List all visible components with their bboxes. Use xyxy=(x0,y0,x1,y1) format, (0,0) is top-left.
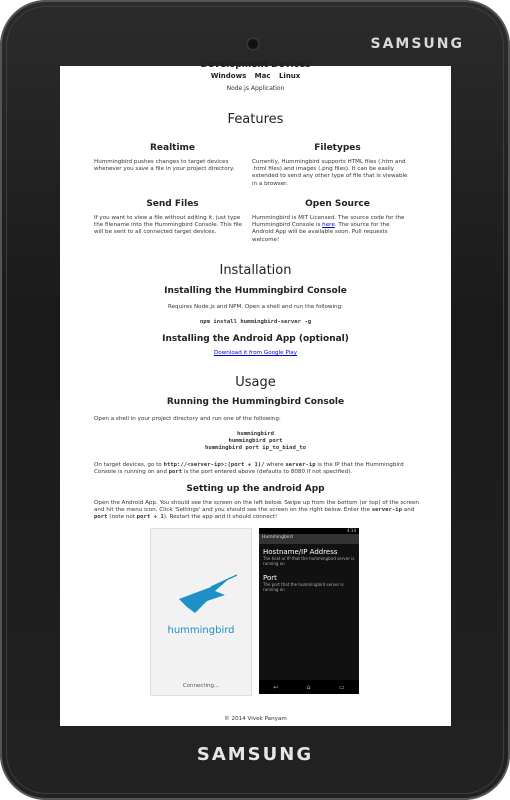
sendfiles-text: If you want to view a file without editing it, just type the filename into the Hummingbird Console. This file will be sent to all connected target devices. xyxy=(94,215,242,236)
install-android-heading: Installing the Android App (optional) xyxy=(162,334,349,344)
installation-heading: Installation xyxy=(219,263,292,278)
run-cmd-2: hummingbird port xyxy=(228,438,283,444)
run-cmd-3: hummingbird port ip_to_bind_to xyxy=(204,445,307,451)
features-heading: Features xyxy=(227,112,284,127)
realtime-text: Hummingbird pushes changes to target devices whenever you save a file in your project directory. xyxy=(94,159,235,173)
hostname-setting-title: Hostname/IP Address xyxy=(263,548,338,556)
app-settings-screenshot xyxy=(259,528,359,694)
app-action-bar: Hummingbird xyxy=(259,534,359,544)
google-play-link[interactable]: Download it from Google Play xyxy=(213,350,298,356)
footer-copyright: © 2014 Vivek Panyam xyxy=(224,716,287,722)
android-setup-text: Open the Android App. You should see the screen on the left below. Swipe up from the bottom (or top) of the screen and hit the menu icon. Click 'Settings' and you should see the screen on the right below. Enter the server-ip and port (note not port + 1). Restart the app and it should connect! xyxy=(94,500,419,521)
install-console-text: Requires Node.js and NPM. Open a shell and run the following: xyxy=(167,304,344,310)
back-icon: ↩ xyxy=(273,683,279,691)
app-connecting-screenshot xyxy=(150,528,252,696)
usage-heading: Usage xyxy=(235,375,276,390)
hostname-setting-sub: The host or IP that the hummingbird server is running on xyxy=(263,556,355,566)
brand-logo-top: SAMSUNG xyxy=(370,36,464,52)
android-nav-bar xyxy=(259,680,359,694)
platforms-list: Windows Mac Linux xyxy=(210,72,301,80)
run-cmd-1: hummingbird xyxy=(236,431,275,437)
brand-logo-bottom: SAMSUNG xyxy=(196,744,314,765)
recents-icon: ▭ xyxy=(339,683,345,691)
camera-icon xyxy=(248,39,258,49)
filetypes-heading: Filetypes xyxy=(314,143,361,153)
screen[interactable] xyxy=(60,60,451,726)
connecting-status: Connecting... xyxy=(182,683,220,689)
home-icon: ⌂ xyxy=(306,683,311,691)
hummingbird-logo-text: hummingbird xyxy=(167,625,235,636)
port-setting-sub: The port that the hummingbird server is running on xyxy=(263,582,344,592)
opensource-heading: Open Source xyxy=(305,199,370,209)
source-link[interactable]: here xyxy=(322,222,335,229)
status-bar: 4:14 xyxy=(259,528,359,534)
android-setup-heading: Setting up the android App xyxy=(186,484,325,494)
target-devices-text: On target devices, go to http://<server-ip>:(port + 1)/ where server-ip is the IP that the Hummingbird Console is running on and port is the port entered above (defaults to 8080 if not specified). xyxy=(94,462,404,476)
port-setting-title: Port xyxy=(263,574,277,582)
realtime-heading: Realtime xyxy=(149,143,196,153)
dev-devices-heading: Development Devices xyxy=(200,60,311,70)
node-app-label: Node.js Application xyxy=(226,85,285,92)
run-console-heading: Running the Hummingbird Console xyxy=(166,397,345,407)
opensource-text: Hummingbird is MIT Licensed. The source code for the Hummingbird Console is here. The source for the Android App will be available soon. Pull requests welcome! xyxy=(252,215,405,243)
install-console-heading: Installing the Hummingbird Console xyxy=(164,286,347,296)
install-console-cmd: npm install hummingbird-server -g xyxy=(199,319,312,325)
sendfiles-heading: Send Files xyxy=(146,199,199,209)
run-console-text: Open a shell in your project directory and run one of the following: xyxy=(94,416,281,422)
filetypes-text: Currently, Hummingbird supports HTML files (.htm and .html files) and images (.png files). It can be easily extended to send any other type of file that is viewable in a browser. xyxy=(252,159,408,187)
hummingbird-logo-icon xyxy=(151,529,251,695)
